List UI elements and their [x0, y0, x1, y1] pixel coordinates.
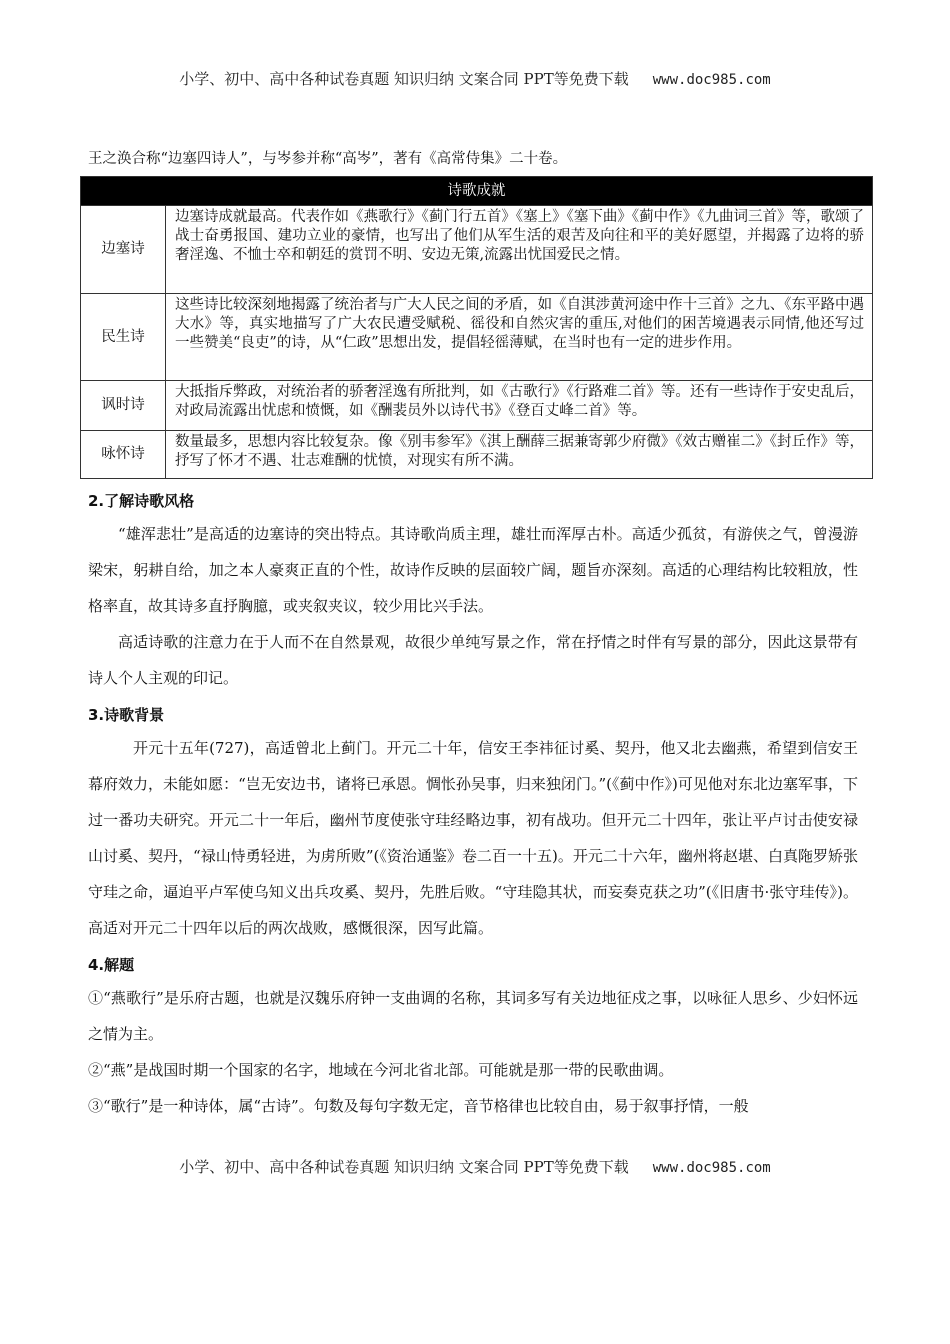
- table-title: 诗歌成就: [81, 177, 873, 206]
- paragraph: 高适诗歌的注意力在于人而不在自然景观，故很少单纯写景之作，常在抒情之时伴有写景的部分，因此这景带有诗人个人主观的印记。: [88, 633, 858, 687]
- section-heading-title-explanation: 4.解题: [88, 956, 135, 974]
- row-category: 边塞诗: [81, 206, 166, 294]
- row-description: 这些诗比较深刻地揭露了统治者与广大人民之间的矛盾，如《自淇涉黄河途中作十三首》之九、《东平路中遇大水》等，真实地描写了广大农民遭受赋税、徭役和自然灾害的重压,对他们的困苦境遇表示同情,他还写过一些赞美“良吏”的诗，从“仁政”思想出发，提倡轻徭薄赋，在当时也有一定的进步作用。: [166, 294, 873, 381]
- paragraph: ①“燕歌行”是乐府古题，也就是汉魏乐府钟一支曲调的名称，其词多写有关边地征戍之事，以咏征人思乡、少妇怀远之情为主。: [88, 989, 858, 1043]
- row-category: 咏怀诗: [81, 431, 166, 479]
- footer-text: 小学、初中、高中各种试卷真题 知识归纳 文案合同 PPT等免费下载: [179, 1158, 629, 1176]
- table-row: [81, 206, 873, 294]
- row-category: 民生诗: [81, 294, 166, 381]
- table-row: [81, 294, 873, 381]
- achievement-table: [80, 176, 873, 479]
- row-description: 大抵指斥弊政，对统治者的骄奢淫逸有所批判，如《古歌行》《行路难二首》等。还有一些诗作于安史乱后，对政局流露出忧虑和愤慨，如《酬裴员外以诗代书》《登百丈峰二首》等。: [166, 381, 873, 431]
- section-heading-style: 2.了解诗歌风格: [88, 492, 195, 510]
- header-site-link[interactable]: www.doc985.com: [652, 72, 771, 88]
- row-category: 讽时诗: [81, 381, 166, 431]
- body-content: [88, 486, 858, 1124]
- paragraph: ③“歌行”是一种诗体，属“古诗”。句数及每句字数无定，音节格律也比较自由，易于叙事抒情，一般: [88, 1097, 749, 1115]
- paragraph: “雄浑悲壮”是高适的边塞诗的突出特点。其诗歌尚质主理，雄壮而浑厚古朴。高适少孤贫，有游侠之气，曾漫游梁宋，躬耕自给，加之本人豪爽正直的个性，故诗作反映的层面较广阔，题旨亦深刻。高适的心理结构比较粗放，性格率直，故其诗多直抒胸臆，或夹叙夹议，较少用比兴手法。: [88, 525, 858, 615]
- page-footer: [0, 1156, 950, 1177]
- paragraph: ②“燕”是战国时期一个国家的名字，地域在今河北省北部。可能就是那一带的民歌曲调。: [88, 1061, 674, 1079]
- paragraph: 开元十五年(727)，高适曾北上蓟门。开元二十年，信安王李祎征讨奚、契丹，他又北去幽燕，希望到信安王幕府效力，未能如愿：“岂无安边书，诸将已承恩。惆怅孙吴事，归来独闭门。”(《蓟中作》)可见他对东北边塞军事，下过一番功夫研究。开元二十一年后，幽州节度使张守珪经略边事，初有战功。但开元二十四年，张让平卢讨击使安禄山讨奚、契丹，“禄山恃勇轻进，为虏所败”(《资治通鉴》卷二百一十五)。开元二十六年，幽州将赵堪、白真陁罗矫张守珪之命，逼迫平卢军使乌知义出兵攻奚、契丹，先胜后败。“守珪隐其状，而妄奏克获之功”(《旧唐书·张守珪传》)。高适对开元二十四年以后的两次战败，感慨很深，因写此篇。: [88, 739, 858, 937]
- page-header: [0, 68, 950, 89]
- table-row: [81, 381, 873, 431]
- row-description: 边塞诗成就最高。代表作如《燕歌行》《蓟门行五首》《塞上》《塞下曲》《蓟中作》《九曲词三首》等，歌颂了战士奋勇报国、建功立业的豪情，也写出了他们从军生活的艰苦及向往和平的美好愿望，并揭露了边将的骄奢淫逸、不恤士卒和朝廷的赏罚不明、安边无策,流露出忧国爱民之情。: [166, 206, 873, 294]
- table-row: [81, 431, 873, 479]
- footer-site-link[interactable]: www.doc985.com: [652, 1160, 771, 1176]
- header-text: 小学、初中、高中各种试卷真题 知识归纳 文案合同 PPT等免费下载: [179, 70, 629, 88]
- intro-line: 王之涣合称“边塞四诗人”，与岑参并称“高岑”，著有《高常侍集》二十卷。: [88, 151, 568, 167]
- section-heading-background: 3.诗歌背景: [88, 706, 165, 724]
- row-description: 数量最多，思想内容比较复杂。像《别韦参军》《淇上酬薛三据兼寄郭少府微》《效古赠崔二》《封丘作》等，抒写了怀才不遇、壮志难酬的忧愤，对现实有所不满。: [166, 431, 873, 479]
